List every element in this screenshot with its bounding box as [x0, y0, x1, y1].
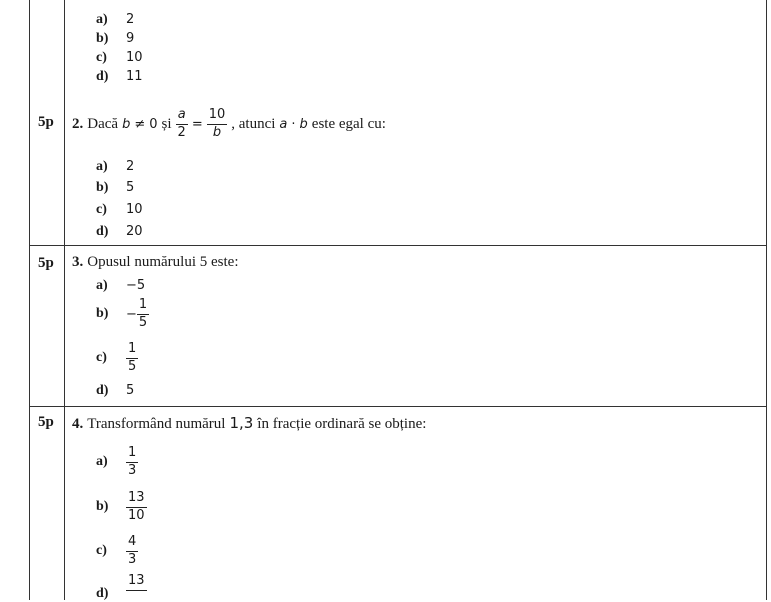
fraction-denominator	[134, 591, 138, 592]
option-label: b)	[96, 499, 109, 514]
condition-operator: ≠	[134, 116, 146, 132]
option-value: 20	[126, 224, 143, 239]
option-a	[96, 442, 138, 482]
row-divider-3	[29, 245, 767, 246]
option-d	[96, 67, 143, 85]
row-divider-4	[29, 406, 767, 407]
condition-value: 0	[149, 116, 158, 132]
fraction-denominator: 2	[177, 124, 186, 140]
option-label: a)	[96, 454, 108, 469]
condition-variable: b	[122, 116, 131, 132]
question-number: 4.	[72, 416, 84, 432]
option-c	[96, 48, 143, 66]
product-dot: ·	[291, 116, 296, 132]
fraction-numerator: 13	[126, 574, 147, 591]
option-label: d)	[96, 224, 109, 239]
fraction-denominator: 5	[128, 358, 137, 374]
option-fraction	[126, 342, 138, 375]
option-label: d)	[96, 383, 109, 398]
option-c	[96, 531, 138, 571]
option-value: 9	[126, 31, 135, 46]
fraction-numerator: 1	[126, 446, 138, 463]
fraction-left	[176, 108, 188, 141]
points-column-divider	[64, 0, 65, 600]
fraction-denominator: 3	[128, 551, 137, 567]
option-value: 5	[126, 383, 135, 398]
option-b	[96, 294, 149, 334]
option-label: b)	[96, 180, 109, 195]
question-number: 2.	[72, 115, 84, 132]
points-label: 5p	[38, 414, 54, 430]
fraction-numerator: 10	[207, 108, 228, 125]
fraction-numerator: a	[176, 108, 188, 125]
points-label: 5p	[38, 114, 54, 130]
points-label: 5p	[38, 255, 54, 271]
fraction-numerator: 1	[126, 342, 138, 359]
option-label: a)	[96, 278, 108, 293]
fraction-denominator: 5	[138, 314, 148, 330]
question-text-before: Dacă	[87, 115, 119, 132]
conjunction: și	[161, 115, 172, 132]
option-fraction	[137, 298, 149, 331]
option-a	[96, 157, 134, 175]
option-b	[96, 487, 147, 527]
option-value: −5	[126, 278, 146, 293]
option-label: c)	[96, 202, 107, 217]
product-factor-b: b	[299, 116, 308, 132]
fraction-numerator: 1	[137, 298, 149, 315]
option-a	[96, 10, 134, 28]
product-factor-a: a	[279, 116, 288, 132]
question-text	[72, 414, 426, 433]
option-d	[96, 574, 147, 600]
option-b	[96, 178, 134, 196]
option-fraction	[126, 491, 147, 524]
fraction-denominator: 10	[128, 507, 145, 523]
question-body: Opusul numărului 5 este:	[87, 254, 239, 270]
option-value: 2	[126, 159, 135, 174]
question-text-before: Transformând numărul	[87, 416, 226, 432]
option-label: b)	[96, 31, 109, 46]
option-value: 10	[126, 50, 143, 65]
option-b	[96, 29, 134, 47]
fraction-right	[207, 108, 228, 141]
option-fraction	[126, 446, 138, 479]
option-label: c)	[96, 543, 107, 558]
option-value: 2	[126, 12, 135, 27]
question-text-mid: , atunci	[231, 115, 276, 132]
question-text-after: în fracție ordinară se obține:	[257, 416, 427, 432]
question-number: 3.	[72, 254, 84, 270]
option-value: 10	[126, 202, 143, 217]
table-border-left	[29, 0, 30, 600]
option-fraction	[126, 535, 138, 568]
fraction-denominator: 3	[128, 462, 137, 478]
option-label: b)	[96, 306, 109, 321]
fraction-sign: −	[126, 306, 137, 322]
option-value: 5	[126, 180, 135, 195]
option-label: c)	[96, 50, 107, 65]
equals-sign: =	[191, 116, 203, 132]
option-c	[96, 200, 143, 218]
question-text-after: este egal cu:	[311, 115, 386, 132]
decimal-value: 1,3	[229, 414, 254, 432]
fraction-numerator: 13	[126, 491, 147, 508]
question-text	[72, 254, 238, 271]
table-border-right	[766, 0, 767, 600]
option-label: c)	[96, 350, 107, 365]
option-d	[96, 222, 143, 240]
option-label: a)	[96, 159, 108, 174]
question-text	[72, 104, 386, 144]
option-label: d)	[96, 586, 109, 601]
option-label: d)	[96, 69, 109, 84]
option-a	[96, 276, 145, 294]
option-c	[96, 338, 138, 378]
option-value: 11	[126, 69, 143, 84]
option-label: a)	[96, 12, 108, 27]
option-fraction	[126, 574, 147, 592]
option-d	[96, 381, 134, 399]
fraction-numerator: 4	[126, 535, 138, 552]
fraction-denominator: b	[212, 124, 222, 140]
